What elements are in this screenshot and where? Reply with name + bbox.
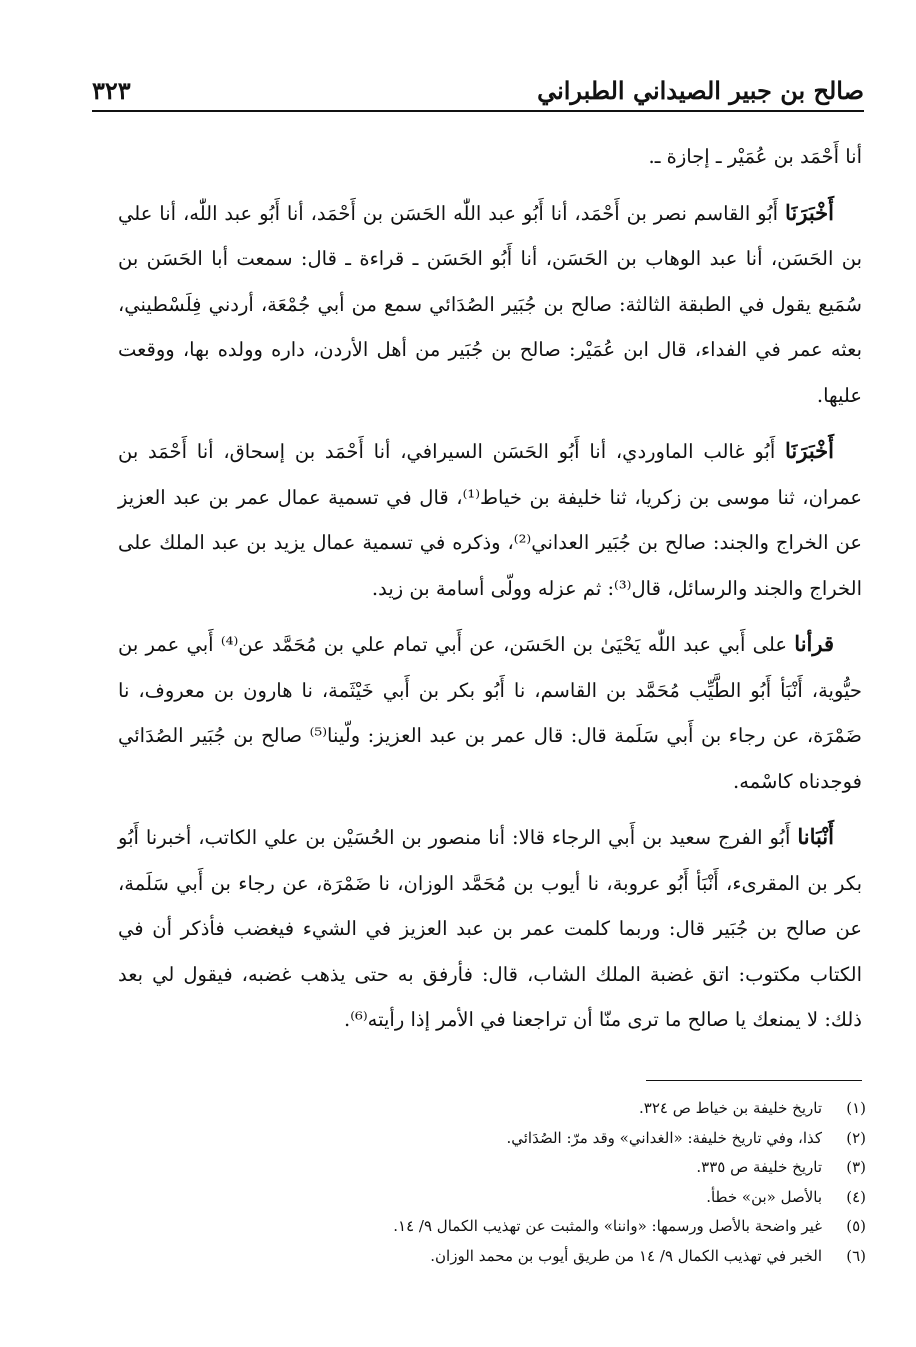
footnote-text: الخبر في تهذيب الكمال ٩/ ١٤ من طريق أيوب بن محمد الوزان. [430, 1246, 822, 1265]
footnote-number: (٣) [846, 1158, 866, 1176]
footnote [90, 1153, 866, 1183]
running-title: صالح بن جبير الصيداني الطبراني [537, 75, 864, 105]
footnote-text: تاريخ خليفة ص ٣٣٥. [696, 1158, 822, 1176]
paragraph-text: أنا أَحْمَد بن عُمَيْر ـ إجازة ـ. [648, 145, 862, 168]
page-number: ٣٢٣ [92, 75, 131, 105]
paragraph-lead: أَخْبَرَنَا [785, 199, 834, 225]
paragraph-text: أَبُو القاسم نصر بن أَحْمَد، أنا أَبُو عبد اللّٰه الحَسَن بن أَحْمَد، أنا أَبُو عبد اللّٰه، أنا علي بن الحَسَن، أنا عبد الوهاب بن الحَسَن، أنا أَبُو الحَسَن ـ قراءة ـ قال: سمعت أبا الحَسَن بن سُمَيع يقول في الطبقة الثالثة: صالح بن جُبَير الصُدَائي سمع من أبي جُمْعَة، أردني فِلَسْطيني، بعثه عمر في الفداء، قال ابن عُمَيْر: صالح بن جُبَير من أهل الأردن، داره وولده بها، ووقعت عليها. [118, 201, 862, 407]
footnote-number: (٥) [846, 1217, 866, 1235]
paragraph-lead: أَخْبَرَنَا [785, 438, 834, 463]
footnote-text: غير واضحة بالأصل ورسمها: «واننا» والمثبت عن تهذيب الكمال ٩/ ١٤. [393, 1217, 822, 1235]
page-header [92, 70, 864, 112]
paragraph [118, 190, 862, 419]
footnote-number: (١) [846, 1099, 866, 1117]
footnote [90, 1183, 866, 1213]
footnote [90, 1242, 866, 1272]
footnote-text: بالأصل «بن» خطأ. [706, 1187, 822, 1206]
paragraph-text: على أَبي عبد اللّٰه يَحْيَىٰ بن الحَسَن، عن أَبي تمام علي بن مُحَمَّد عن⁽⁴⁾ أَبي عمر بن حيُّوية، أَنْبَأ أَبُو الطَّيِّب مُحَمَّد بن القاسم، نا أَبُو بكر بن أَبي خَيْثَمة، نا هارون بن معروف، نا ضَمْرَة، عن رجاء بن أَبي سَلَمة قال: قال عمر بن عبد العزيز: ولّينا⁽⁵⁾ صالح بن جُبَير الصُدَائي فوجدناه كاسْمه. [118, 633, 862, 793]
paragraph [118, 814, 862, 1043]
footnote-text: تاريخ خليفة بن خياط ص ٣٢٤. [638, 1099, 822, 1117]
footnote [90, 1124, 866, 1154]
paragraph-text: أَبُو الفرج سعيد بن أَبي الرجاء قالا: أنا منصور بن الحُسَيْن بن علي الكاتب، أخبرنا أَبُو بكر بن المقرىء، أَنْبَأ أَبُو عروبة، نا أيوب بن مُحَمَّد الوزان، نا ضَمْرَة، عن رجاء بن أَبي سَلَمة، عن صالح بن جُبَير قال: وربما كلمت عمر بن عبد العزيز في الشيء فيغضب فأذكر أن في الكتاب مكتوب: اتق غضبة الملك الشاب، قال: فأرفق به حتى يذهب غضبه، فيقول لي بعد ذلك: لا يمنعك يا صالح ما ترى منّا أن تراجعنا في الأمر إذا رأيته⁽⁶⁾. [118, 826, 862, 1031]
paragraph-text: أَبُو غالب الماوردي، أنا أَبُو الحَسَن السيرافي، أنا أَحْمَد بن إسحاق، أنا أَحْمَد بن عمران، ثنا موسى بن زكريا، ثنا خليفة بن خياط⁽¹⁾، قال في تسمية عمال عمر بن عبد العزيز عن الخراج والجند: صالح بن جُبَير العداني⁽²⁾، وذكره في تسمية عمال يزيد بن عبد الملك على الخراج والجند والرسائل، قال⁽³⁾: ثم عزله وولّى أسامة بن زيد. [118, 440, 862, 600]
paragraph [118, 621, 862, 804]
paragraph [118, 134, 862, 180]
paragraph [118, 428, 862, 611]
footnote-number: (٢) [846, 1128, 866, 1147]
footnote-number: (٤) [846, 1187, 866, 1206]
footnotes [90, 1094, 866, 1271]
footnote [90, 1094, 866, 1124]
footnote [90, 1212, 866, 1242]
footnote-divider [646, 1080, 862, 1081]
footnote-number: (٦) [846, 1246, 866, 1265]
footnote-text: كذا، وفي تاريخ خليفة: «الغداني» وقد مرّ: الصُدَائي. [506, 1128, 822, 1147]
body-text [118, 134, 862, 1053]
paragraph-lead: قرأنا [794, 631, 834, 656]
paragraph-lead: أَنْبَانا [797, 824, 834, 849]
